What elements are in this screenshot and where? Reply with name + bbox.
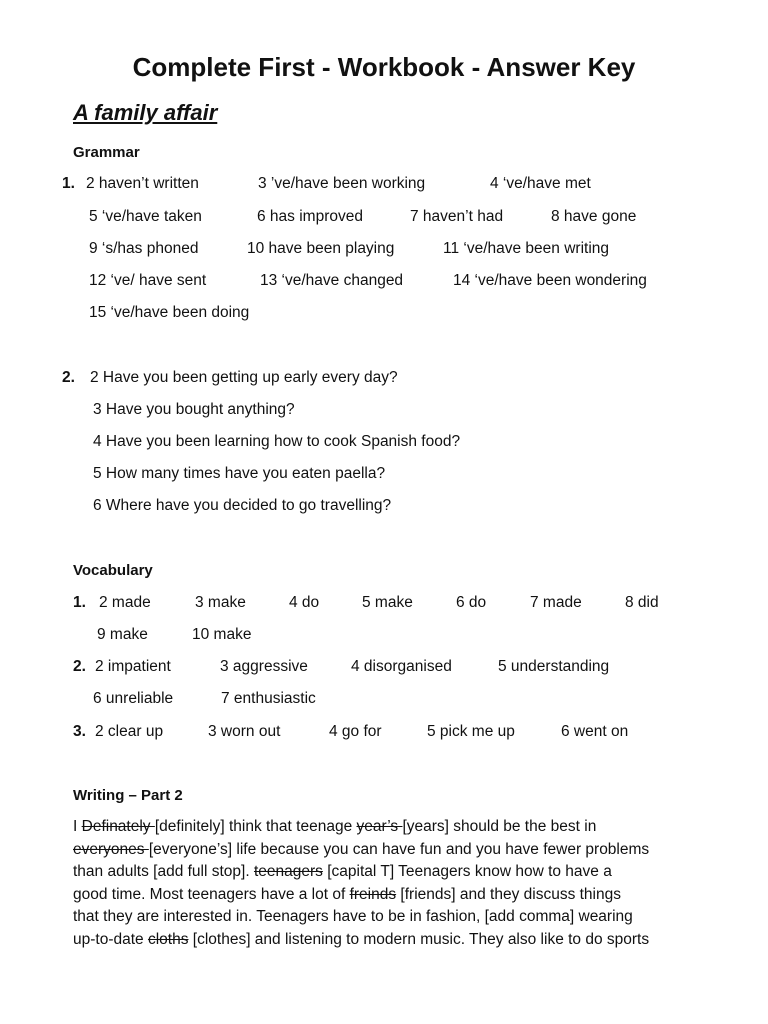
writing-line bbox=[73, 861, 703, 884]
grammar-ex1-item: 14 ‘ve/have been wondering bbox=[453, 272, 647, 289]
struck-error-text: teenagers bbox=[253, 863, 323, 880]
vocabulary-ex1-item: 4 do bbox=[289, 594, 320, 611]
vocabulary-ex2-item: 5 understanding bbox=[498, 658, 610, 675]
grammar-ex1-item: 3 ’ve/have been working bbox=[258, 175, 426, 192]
vocabulary-ex3-item: 2 clear up bbox=[95, 723, 164, 740]
writing-text: [years] should be the best in bbox=[402, 818, 597, 835]
writing-paragraph bbox=[73, 816, 703, 951]
vocabulary-ex1-item: 2 made bbox=[99, 594, 151, 611]
grammar-ex2-item: 3 Have you bought anything? bbox=[93, 401, 295, 418]
writing-line bbox=[73, 816, 703, 839]
vocabulary-ex2-item: 2 impatient bbox=[95, 658, 171, 675]
grammar-ex2-item: 2 Have you been getting up early every day? bbox=[90, 369, 398, 386]
grammar-ex2-number: 2. bbox=[62, 369, 75, 386]
vocabulary-ex1-item: 5 make bbox=[362, 594, 413, 611]
grammar-ex1-item: 4 ‘ve/have met bbox=[490, 175, 591, 192]
grammar-ex2-item: 4 Have you been learning how to cook Spanish food? bbox=[93, 433, 461, 450]
grammar-ex1-item: 11 ‘ve/have been writing bbox=[443, 240, 610, 257]
vocabulary-ex2-item: 6 unreliable bbox=[93, 690, 174, 707]
struck-error-text: cloths bbox=[147, 930, 189, 948]
grammar-ex1-item: 2 haven’t written bbox=[86, 175, 199, 192]
writing-text: [everyone’s] life because you can have fun and you have fewer problems bbox=[148, 840, 650, 858]
vocabulary-ex1-item: 9 make bbox=[97, 626, 148, 643]
vocabulary-ex3-item: 3 worn out bbox=[208, 723, 281, 740]
writing-text: than adults [add full stop]. bbox=[73, 863, 254, 880]
vocabulary-ex3-number: 3. bbox=[73, 723, 86, 740]
writing-text: good time. Most teenagers have a lot of bbox=[73, 885, 350, 903]
grammar-ex2-item: 6 Where have you decided to go travelling? bbox=[93, 497, 392, 514]
vocabulary-ex1-item: 10 make bbox=[192, 626, 252, 643]
grammar-heading: Grammar bbox=[73, 144, 140, 161]
writing-text: that they are interested in. Teenagers have to be in fashion, [add comma] wearing bbox=[73, 908, 633, 925]
vocabulary-ex1-item: 7 made bbox=[530, 594, 582, 611]
vocabulary-ex2-item: 3 aggressive bbox=[220, 658, 308, 675]
struck-error-text: everyones bbox=[73, 840, 149, 858]
writing-text: [friends] and they discuss things bbox=[396, 885, 621, 903]
struck-error-text: year’s bbox=[356, 818, 403, 835]
writing-heading: Writing – Part 2 bbox=[73, 787, 183, 804]
vocabulary-ex3-item: 6 went on bbox=[561, 723, 629, 740]
grammar-ex1-item: 5 ‘ve/have taken bbox=[89, 208, 202, 225]
grammar-ex1-item: 9 ‘s/has phoned bbox=[89, 240, 199, 257]
grammar-ex1-item: 13 ‘ve/have changed bbox=[260, 272, 404, 289]
vocabulary-ex3-item: 5 pick me up bbox=[427, 723, 515, 740]
grammar-ex1-item: 6 has improved bbox=[257, 208, 363, 225]
writing-text: [definitely] think that teenage bbox=[154, 818, 357, 835]
vocabulary-ex1-item: 6 do bbox=[456, 594, 487, 611]
vocabulary-ex2-item: 4 disorganised bbox=[351, 658, 452, 675]
page-title: Complete First - Workbook - Answer Key bbox=[132, 52, 636, 82]
struck-error-text: freinds bbox=[349, 885, 397, 903]
struck-error-text: Definately bbox=[81, 818, 155, 835]
writing-text: up-to-date bbox=[73, 930, 148, 948]
writing-line bbox=[73, 839, 703, 862]
vocabulary-ex1-number: 1. bbox=[73, 594, 86, 611]
writing-line bbox=[73, 906, 703, 929]
vocabulary-heading: Vocabulary bbox=[73, 562, 153, 579]
writing-text: I bbox=[73, 818, 82, 835]
grammar-ex1-item: 10 have been playing bbox=[247, 240, 395, 257]
vocabulary-ex1-item: 3 make bbox=[195, 594, 246, 611]
writing-line bbox=[73, 884, 703, 907]
writing-line bbox=[73, 929, 703, 952]
grammar-ex1-item: 15 ‘ve/have been doing bbox=[89, 304, 250, 321]
writing-text: [clothes] and listening to modern music. They also like to do sports bbox=[188, 930, 650, 948]
grammar-ex1-number: 1. bbox=[62, 175, 75, 192]
grammar-ex1-item: 12 ‘ve/ have sent bbox=[89, 272, 207, 289]
grammar-ex1-item: 7 haven’t had bbox=[410, 208, 504, 225]
vocabulary-ex1-item: 8 did bbox=[625, 594, 659, 611]
vocabulary-ex2-number: 2. bbox=[73, 658, 86, 675]
vocabulary-ex2-item: 7 enthusiastic bbox=[221, 690, 316, 707]
grammar-ex1-item: 8 have gone bbox=[551, 208, 637, 225]
writing-text: [capital T] Teenagers know how to have a bbox=[322, 863, 612, 880]
vocabulary-ex3-item: 4 go for bbox=[329, 723, 382, 740]
grammar-ex2-item: 5 How many times have you eaten paella? bbox=[93, 465, 386, 482]
unit-title: A family affair bbox=[73, 100, 218, 125]
